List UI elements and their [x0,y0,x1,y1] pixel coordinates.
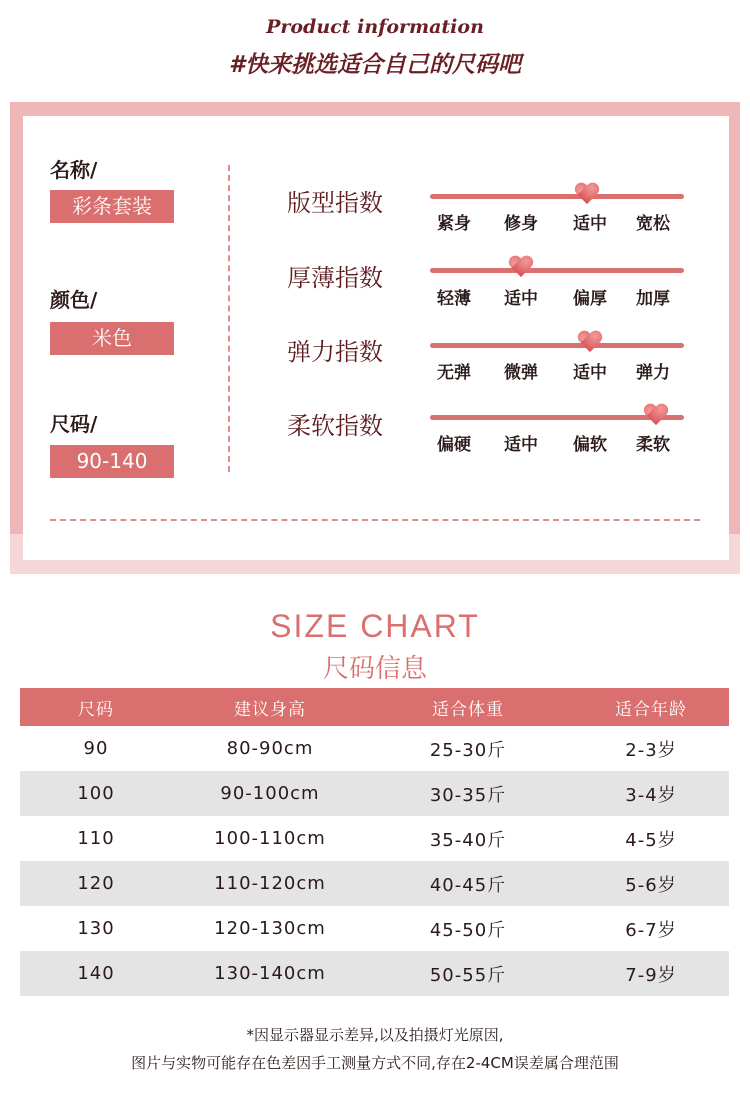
table-header-row [20,688,729,726]
index-elasticity-scale-2: 微弹 [504,363,538,383]
index-fit-scale-3: 适中 [573,214,607,234]
index-thickness-track [430,268,684,273]
cell-size: 140 [77,963,115,984]
index-softness-heart-icon [643,404,669,428]
index-elasticity-scale-3: 适中 [573,363,607,383]
index-softness-scale-4: 柔软 [636,435,670,455]
index-elasticity-scale-1: 无弹 [437,363,471,383]
index-elasticity-track [430,343,684,348]
vertical-divider [228,165,230,472]
table-row [20,771,729,816]
index-fit-track [430,194,684,199]
attr-color-label: 颜色/ [50,288,98,312]
table-row [20,951,729,996]
index-thickness-scale-2: 适中 [504,289,538,309]
cell-height: 130-140cm [214,963,326,984]
index-softness-scale-3: 偏软 [573,435,607,455]
cell-age: 7-9岁 [625,964,677,986]
cell-weight: 45-50斤 [429,919,507,941]
attr-size-label: 尺码/ [50,412,98,436]
cell-height: 90-100cm [220,783,320,804]
attr-name-value: 彩条套装 [50,190,174,223]
column-header-age: 适合年龄 [615,699,687,720]
cell-weight: 30-35斤 [429,784,507,806]
index-thickness-title: 厚薄指数 [287,264,383,292]
index-fit-heart-icon [574,183,600,207]
index-fit-scale-1: 紧身 [437,214,471,234]
cell-age: 4-5岁 [625,829,677,851]
index-fit-scale-4: 宽松 [636,214,670,234]
index-fit-title: 版型指数 [287,189,383,217]
index-thickness-scale-3: 偏厚 [573,289,607,309]
column-header-size: 尺码 [78,699,114,720]
index-elasticity-title: 弹力指数 [287,338,383,366]
size-chart-title: SIZE CHART [270,608,480,644]
cell-size: 130 [77,918,115,939]
cell-size: 120 [77,873,115,894]
cell-age: 5-6岁 [625,874,677,896]
table-row [20,726,729,771]
cell-size: 100 [77,783,115,804]
cell-weight: 35-40斤 [429,829,507,851]
index-thickness-scale-4: 加厚 [636,289,670,309]
cell-age: 3-4岁 [625,784,677,806]
attr-color-value: 米色 [50,322,174,355]
cell-height: 120-130cm [214,918,326,939]
index-thickness-scale-1: 轻薄 [437,289,471,309]
index-softness-scale-2: 适中 [504,435,538,455]
disclaimer-line-1: *因显示器显示差异,以及拍摄灯光原因, [246,1026,504,1044]
column-header-height: 建议身高 [234,699,306,720]
index-fit-scale-2: 修身 [504,214,538,234]
horizontal-divider [50,519,700,521]
index-elasticity-scale-4: 弹力 [636,363,670,383]
cell-weight: 25-30斤 [429,739,507,761]
header-title-en: Product information [266,16,484,38]
attr-name-label: 名称/ [50,158,98,182]
cell-size: 110 [77,828,115,849]
cell-age: 2-3岁 [625,739,677,761]
table-row [20,816,729,861]
table-row [20,861,729,906]
size-chart-subtitle: 尺码信息 [322,654,427,684]
disclaimer-line-2: 图片与实物可能存在色差因手工测量方式不同,存在2-4CM误差属合理范围 [131,1054,619,1072]
table-row [20,906,729,951]
index-thickness-heart-icon [508,256,534,280]
index-softness-scale-1: 偏硬 [437,435,471,455]
size-table [20,688,729,996]
cell-height: 80-90cm [226,738,314,759]
cell-height: 100-110cm [214,828,326,849]
index-elasticity-heart-icon [577,331,603,355]
column-header-weight: 适合体重 [432,699,504,720]
cell-age: 6-7岁 [625,919,677,941]
attr-size-value: 90-140 [50,445,174,478]
cell-weight: 40-45斤 [429,874,507,896]
cell-size: 90 [83,738,109,759]
cell-height: 110-120cm [214,873,326,894]
header-title-cn: #快来挑选适合自己的尺码吧 [228,52,521,78]
index-softness-title: 柔软指数 [287,412,383,440]
cell-weight: 50-55斤 [429,964,507,986]
